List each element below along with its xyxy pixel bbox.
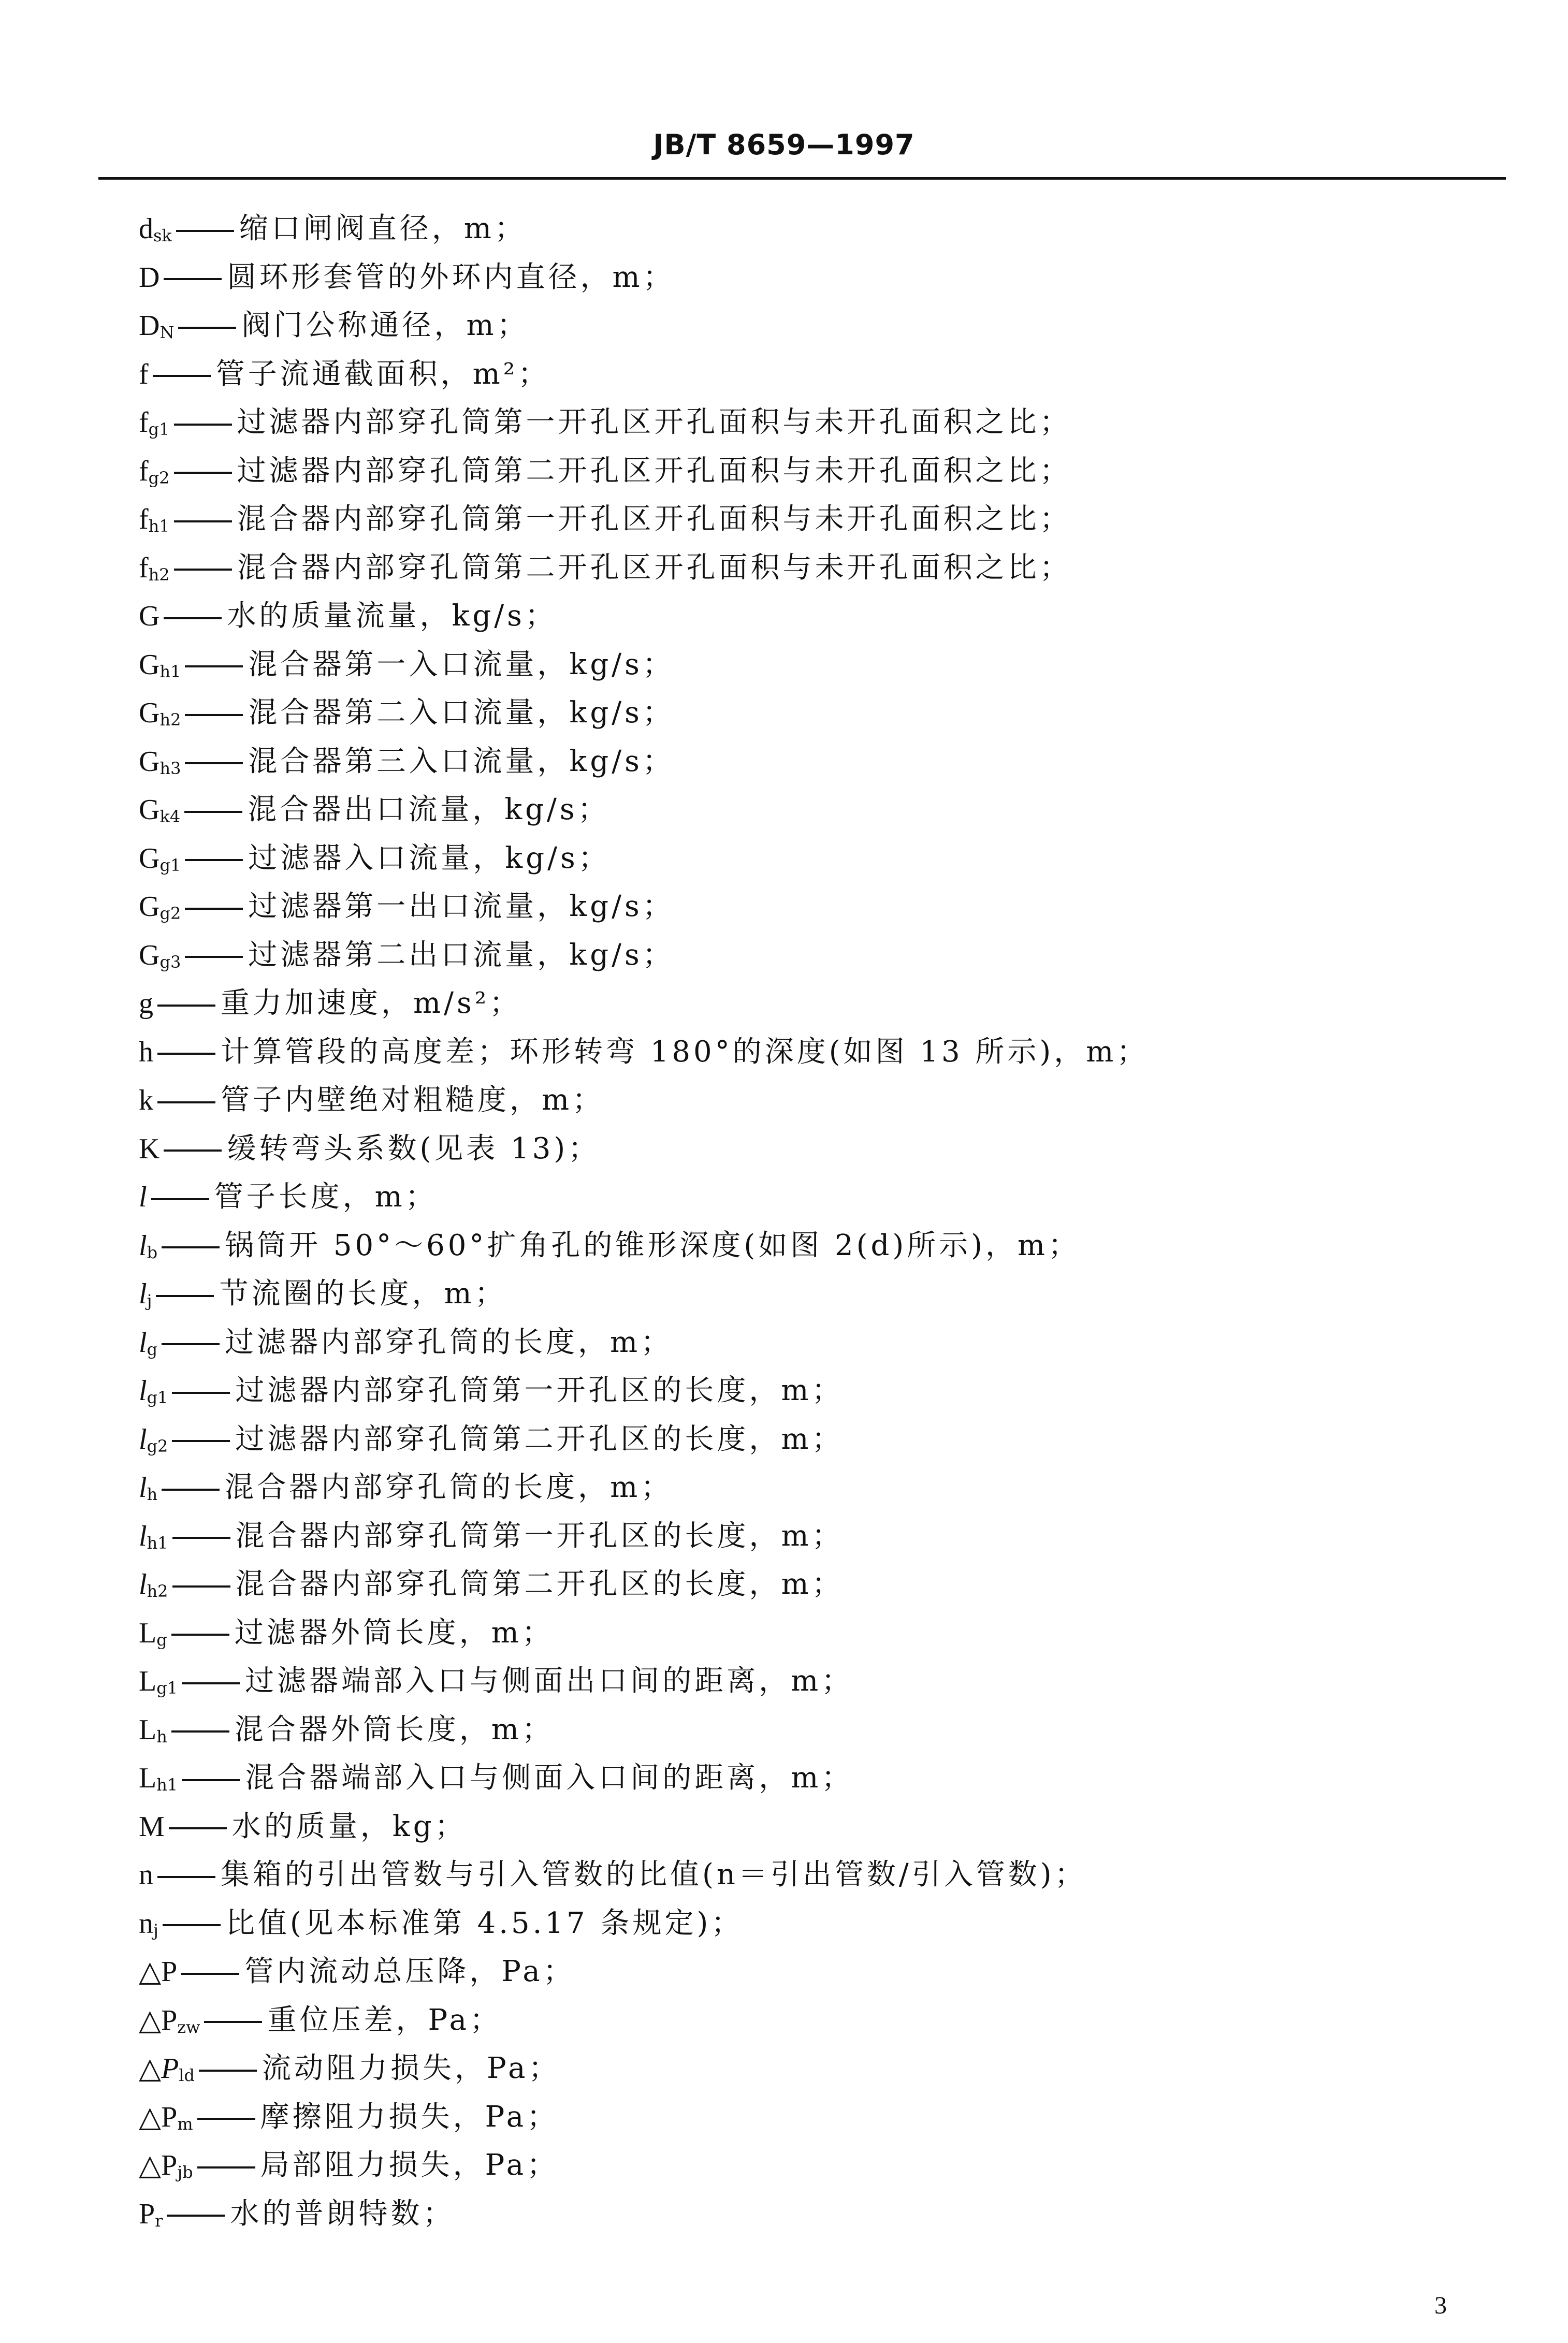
symbol-definition-row — [139, 1657, 1485, 1706]
symbol-description: 管子内壁绝对粗糙度，m； — [221, 1083, 605, 1117]
symbol-definition-row — [139, 253, 1485, 302]
symbol-base: △P — [139, 2101, 178, 2133]
symbol-notation — [139, 1028, 153, 1077]
symbol-base: f — [139, 358, 149, 390]
symbol-subscript: b — [147, 1242, 158, 1262]
em-dash-separator — [185, 908, 243, 910]
symbol-base: f — [139, 503, 149, 535]
symbol-base: f — [139, 551, 149, 584]
em-dash-separator — [164, 278, 222, 280]
symbol-base: △P — [139, 2149, 178, 2181]
symbol-notation — [139, 1318, 157, 1367]
symbol-definition-row — [139, 2141, 1485, 2190]
symbol-definition-row — [139, 931, 1485, 980]
symbol-definition-row — [139, 544, 1485, 592]
symbol-definition-row — [139, 205, 1485, 253]
symbol-notation — [139, 1270, 152, 1319]
symbol-description: 集箱的引出管数与引入管数的比值(n＝引出管数/引入管数)； — [221, 1858, 1087, 1891]
symbol-description: 过滤器内部穿孔筒的长度，m； — [225, 1325, 673, 1359]
symbol-definition-row — [139, 1366, 1485, 1415]
symbol-notation — [139, 1463, 157, 1512]
symbol-definition-row — [139, 1270, 1485, 1318]
em-dash-separator — [172, 1585, 230, 1588]
symbol-subscript: h2 — [159, 710, 181, 730]
symbol-definition-row — [139, 882, 1485, 931]
em-dash-separator — [182, 1682, 240, 1684]
em-dash-separator — [178, 327, 236, 329]
symbol-definition-row — [139, 1512, 1485, 1561]
symbol-subscript: g1 — [156, 1678, 178, 1698]
em-dash-separator — [163, 1924, 221, 1926]
header-rule — [98, 177, 1506, 180]
symbol-definition-row — [139, 2093, 1485, 2142]
symbol-base: G — [139, 648, 160, 681]
symbol-notation — [139, 931, 181, 980]
symbol-notation — [139, 641, 181, 690]
symbol-description: 锅筒开 50°～60°扩角孔的锥形深度(如图 2(d)所示)，m； — [225, 1228, 1081, 1262]
symbol-subscript: N — [159, 323, 175, 342]
symbol-base: D — [139, 261, 160, 294]
symbol-base: f — [139, 406, 149, 439]
symbol-description: 混合器内部穿孔筒第一开孔区的长度，m； — [235, 1519, 844, 1553]
em-dash-separator — [184, 811, 242, 813]
symbol-definition-row — [139, 1125, 1485, 1173]
symbol-description: 混合器第三入口流量，kg/s； — [248, 744, 675, 778]
symbol-base: n — [139, 1907, 153, 1940]
symbol-notation — [139, 1560, 168, 1609]
em-dash-separator — [156, 1295, 214, 1297]
symbol-base: G — [139, 697, 160, 729]
symbol-description: 水的质量流量，kg/s； — [227, 599, 557, 633]
symbol-base: L — [139, 1617, 157, 1649]
symbol-definition-row — [139, 301, 1485, 350]
symbol-definition-row — [139, 1851, 1485, 1899]
symbol-description: 管内流动总压降，Pa； — [244, 1955, 575, 1988]
symbol-notation — [139, 1899, 158, 1948]
symbol-notation — [139, 1415, 168, 1464]
em-dash-separator — [172, 1440, 230, 1442]
em-dash-separator — [157, 1053, 215, 1055]
symbol-subscript: g1 — [159, 855, 181, 875]
symbol-base: l — [139, 1326, 147, 1359]
em-dash-separator — [185, 665, 243, 667]
em-dash-separator — [174, 424, 232, 426]
symbol-description: 混合器第一入口流量，kg/s； — [248, 647, 675, 681]
em-dash-separator — [164, 1149, 222, 1152]
em-dash-separator — [162, 1246, 220, 1248]
symbol-notation — [139, 834, 181, 883]
symbol-base: G — [139, 600, 160, 632]
symbol-notation — [139, 1706, 167, 1755]
em-dash-separator — [204, 2021, 262, 2023]
symbol-description: 重位压差，Pa； — [267, 2003, 502, 2037]
symbol-notation — [139, 689, 181, 738]
symbol-definition-row — [139, 1173, 1485, 1221]
symbol-base: n — [139, 1859, 153, 1891]
em-dash-separator — [182, 1779, 240, 1781]
page-header: JB/T 8659—1997 — [653, 128, 915, 161]
symbol-subscript: h1 — [159, 661, 181, 681]
symbol-base: l — [139, 1229, 147, 1262]
symbol-base: M — [139, 1810, 165, 1843]
symbol-notation — [139, 1802, 165, 1852]
symbol-definition-row — [139, 350, 1485, 399]
symbol-description: 混合器第二入口流量，kg/s； — [248, 696, 675, 730]
em-dash-separator — [185, 714, 243, 716]
symbol-description: 过滤器内部穿孔筒第一开孔区的长度，m； — [235, 1374, 844, 1407]
symbol-description: 摩擦阻力损失，Pa； — [260, 2100, 559, 2134]
em-dash-separator — [185, 762, 243, 764]
symbol-notation — [139, 398, 170, 447]
symbol-base: L — [139, 1713, 157, 1746]
symbol-definition-row — [139, 2190, 1485, 2238]
symbol-definition-row — [139, 1560, 1485, 1609]
symbol-base: G — [139, 939, 160, 971]
symbol-base: l — [139, 1472, 147, 1504]
em-dash-separator — [199, 2070, 257, 2072]
em-dash-separator — [185, 859, 243, 861]
symbol-definition-row — [139, 979, 1485, 1028]
symbol-notation — [139, 2093, 193, 2142]
symbol-definition-row — [139, 1754, 1485, 1802]
symbol-base: L — [139, 1762, 157, 1794]
symbol-definition-row — [139, 689, 1485, 737]
symbol-subscript: h1 — [148, 516, 170, 536]
symbol-notation — [139, 592, 159, 641]
symbol-base: P — [139, 2198, 155, 2230]
symbol-base: h — [139, 1036, 153, 1068]
symbol-subscript: k4 — [159, 807, 181, 826]
em-dash-separator — [157, 1876, 215, 1878]
em-dash-separator — [171, 1730, 229, 1733]
symbol-notation — [139, 350, 149, 399]
symbol-definition-row — [139, 834, 1485, 883]
symbol-notation — [139, 882, 181, 932]
symbol-definition-row — [139, 1609, 1485, 1657]
symbol-notation — [139, 2044, 195, 2093]
symbol-definition-row — [139, 592, 1485, 641]
symbol-base: l — [139, 1423, 147, 1456]
symbol-description: 水的质量，kg； — [231, 1809, 467, 1843]
symbol-subscript: h2 — [147, 1581, 168, 1601]
symbol-subscript: r — [155, 2210, 163, 2231]
em-dash-separator — [167, 2215, 225, 2217]
symbol-definition-row — [139, 1463, 1485, 1512]
symbol-notation — [139, 447, 170, 496]
symbol-subscript: h — [147, 1485, 158, 1504]
em-dash-separator — [172, 1537, 230, 1539]
symbol-definition-row — [139, 1996, 1485, 2045]
symbol-notation — [139, 1851, 153, 1900]
symbol-notation — [139, 2141, 193, 2190]
symbol-description: 阀门公称通径，m； — [241, 309, 529, 342]
em-dash-separator — [151, 1198, 209, 1200]
symbol-notation — [139, 1609, 167, 1658]
symbol-description: 混合器内部穿孔筒的长度，m； — [225, 1471, 673, 1504]
symbol-description: 过滤器端部入口与侧面出口间的距离，m； — [245, 1664, 854, 1698]
symbol-base: D — [139, 310, 160, 342]
symbol-definition-row — [139, 1318, 1485, 1367]
em-dash-separator — [157, 1005, 215, 1007]
symbol-base: G — [139, 891, 160, 923]
symbol-description: 管子长度，m； — [214, 1180, 438, 1214]
symbol-base: G — [139, 842, 160, 875]
symbol-definition-row — [139, 785, 1485, 834]
em-dash-separator — [162, 1489, 220, 1491]
symbol-notation — [139, 495, 170, 544]
symbol-subscript: g2 — [147, 1436, 168, 1456]
symbol-subscript: h3 — [159, 758, 181, 778]
symbol-description: 混合器外筒长度，m； — [234, 1712, 554, 1747]
em-dash-separator — [171, 1634, 229, 1636]
symbol-subscript: sk — [153, 226, 172, 245]
symbol-subscript: ld — [179, 2065, 195, 2085]
symbol-description: 圆环形套管的外环内直径，m； — [227, 260, 675, 294]
symbol-definition-row — [139, 1221, 1485, 1270]
symbol-description: 混合器内部穿孔筒第二开孔区的长度，m； — [235, 1567, 844, 1601]
em-dash-separator — [162, 1343, 220, 1345]
symbol-subscript: jb — [177, 2162, 193, 2182]
symbol-notation — [139, 1947, 177, 1997]
symbol-subscript: h1 — [147, 1533, 168, 1553]
symbol-base: f — [139, 455, 149, 487]
symbol-base: l — [139, 1181, 147, 1213]
symbol-description: 混合器端部入口与侧面入口间的距离，m； — [245, 1761, 854, 1795]
symbol-subscript: h2 — [148, 564, 170, 585]
symbol-description: 混合器出口流量，kg/s； — [248, 793, 610, 826]
symbol-subscript: zw — [177, 2017, 200, 2037]
symbol-definition-row — [139, 1899, 1485, 1948]
symbol-base: △P — [139, 2053, 179, 2085]
symbol-base: k — [139, 1084, 153, 1116]
symbol-description: 节流圈的长度，m； — [219, 1277, 507, 1311]
symbol-definition-row — [139, 737, 1485, 786]
symbol-description: 过滤器内部穿孔筒第一开孔区开孔面积与未开孔面积之比； — [237, 405, 1072, 439]
symbol-base: l — [139, 1520, 147, 1552]
symbol-subscript: g3 — [159, 952, 181, 972]
symbol-base: G — [139, 794, 160, 826]
symbol-notation — [139, 544, 170, 593]
symbol-notation — [139, 785, 180, 835]
symbol-notation — [139, 1173, 147, 1222]
symbol-definition-row — [139, 1706, 1485, 1754]
symbol-list — [139, 205, 1485, 2238]
symbol-description: 过滤器内部穿孔筒第二开孔区开孔面积与未开孔面积之比； — [237, 454, 1072, 488]
symbol-description: 计算管段的高度差；环形转弯 180°的深度(如图 13 所示)，m； — [221, 1035, 1149, 1069]
symbol-notation — [139, 737, 181, 787]
em-dash-separator — [174, 569, 232, 571]
symbol-subscript: h1 — [156, 1775, 178, 1795]
symbol-definition-row — [139, 1028, 1485, 1076]
symbol-notation — [139, 1366, 168, 1416]
symbol-subscript: g2 — [148, 468, 170, 488]
symbol-description: 混合器内部穿孔筒第二开孔区开孔面积与未开孔面积之比； — [237, 550, 1072, 585]
symbol-description: 过滤器第二出口流量，kg/s； — [248, 938, 675, 972]
symbol-definition-row — [139, 2044, 1485, 2093]
symbol-notation — [139, 1657, 178, 1706]
symbol-notation — [139, 253, 159, 302]
symbol-notation — [139, 1076, 153, 1125]
symbol-base: l — [139, 1278, 147, 1310]
symbol-notation — [139, 1221, 157, 1271]
symbol-definition-row — [139, 641, 1485, 689]
em-dash-separator — [197, 2118, 255, 2120]
symbol-subscript: g1 — [147, 1388, 168, 1407]
symbol-subscript: j — [153, 1920, 158, 1940]
symbol-notation — [139, 979, 153, 1028]
symbol-base: L — [139, 1665, 157, 1697]
symbol-base: l — [139, 1375, 147, 1407]
symbol-notation — [139, 2190, 163, 2239]
symbol-base: △P — [139, 1956, 178, 1988]
symbol-notation — [139, 1996, 200, 2045]
em-dash-separator — [172, 1392, 230, 1394]
symbol-subscript: g — [147, 1339, 158, 1359]
symbol-base: l — [139, 1568, 147, 1600]
symbol-subscript: g — [156, 1629, 167, 1650]
symbol-description: 过滤器外筒长度，m； — [234, 1616, 554, 1650]
em-dash-separator — [169, 1827, 227, 1829]
symbol-subscript: m — [177, 2114, 193, 2134]
symbol-definition-row — [139, 1802, 1485, 1851]
em-dash-separator — [185, 956, 243, 958]
symbol-notation — [139, 1754, 178, 1803]
symbol-notation — [139, 1125, 159, 1174]
symbol-notation — [139, 1512, 168, 1561]
symbol-base: G — [139, 745, 160, 778]
symbol-base: K — [139, 1132, 160, 1165]
symbol-description: 局部阻力损失，Pa； — [260, 2148, 559, 2182]
symbol-subscript: j — [147, 1291, 152, 1311]
em-dash-separator — [174, 520, 232, 522]
symbol-definition-row — [139, 1415, 1485, 1464]
symbol-subscript: g1 — [148, 419, 170, 439]
em-dash-separator — [197, 2166, 255, 2169]
symbol-description: 过滤器入口流量，kg/s； — [248, 841, 611, 875]
symbol-definition-row — [139, 1076, 1485, 1125]
em-dash-separator — [153, 375, 211, 377]
em-dash-separator — [181, 1973, 239, 1975]
symbol-base: d — [139, 213, 153, 245]
em-dash-separator — [164, 617, 222, 619]
symbol-description: 缩口闸阀直径，m； — [239, 212, 527, 245]
symbol-description: 过滤器内部穿孔筒第二开孔区的长度，m； — [235, 1422, 844, 1456]
symbol-description: 水的普朗特数； — [230, 2196, 455, 2231]
symbol-definition-row — [139, 398, 1485, 447]
symbol-description: 缓转弯头系数(见表 13)； — [227, 1131, 601, 1166]
symbol-description: 混合器内部穿孔筒第一开孔区开孔面积与未开孔面积之比； — [237, 502, 1072, 536]
symbol-definition-row — [139, 495, 1485, 544]
em-dash-separator — [157, 1101, 215, 1103]
em-dash-separator — [174, 472, 232, 474]
symbol-base: △P — [139, 2004, 178, 2036]
symbol-notation — [139, 301, 174, 351]
symbol-subscript: g2 — [159, 904, 181, 923]
symbol-description: 重力加速度，m/s²； — [221, 986, 522, 1020]
symbol-definition-row — [139, 447, 1485, 496]
symbol-definition-row — [139, 1947, 1485, 1996]
symbol-description: 过滤器第一出口流量，kg/s； — [248, 890, 675, 923]
symbol-subscript: h — [156, 1726, 167, 1747]
symbol-description: 比值(见本标准第 4.5.17 条规定)； — [225, 1906, 744, 1940]
em-dash-separator — [176, 230, 234, 232]
symbol-description: 流动阻力损失，Pa； — [262, 2051, 561, 2085]
page-number: 3 — [1434, 2292, 1447, 2319]
symbol-description: 管子流通截面积，m²； — [215, 357, 550, 391]
symbol-base: g — [139, 987, 153, 1020]
symbol-notation — [139, 205, 172, 254]
